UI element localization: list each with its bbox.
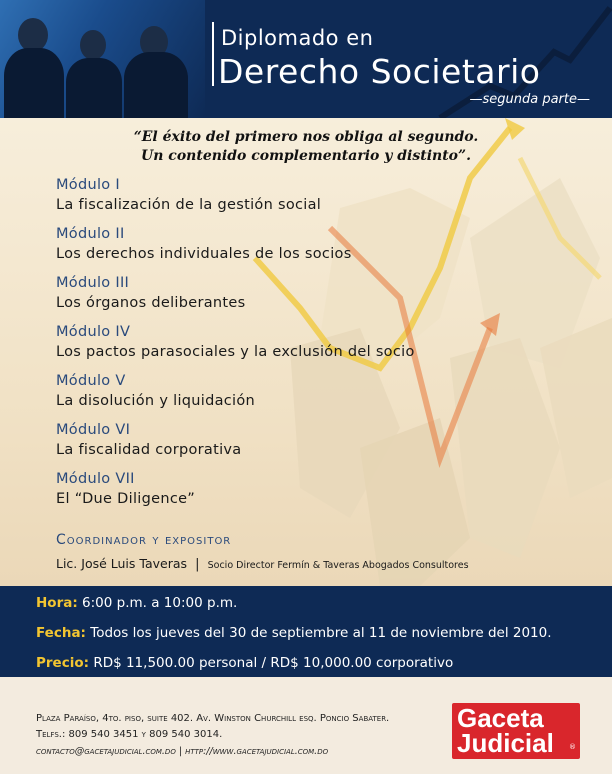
coordinator-separator: | <box>195 557 200 572</box>
module-item <box>56 372 415 421</box>
program-title: Derecho Societario <box>218 52 541 91</box>
header-banner <box>0 0 612 118</box>
module-subtitle: La fiscalidad corporativa <box>56 442 242 458</box>
module-title: Módulo V <box>56 373 126 389</box>
footer-phones: Telfs.: 809 540 3451 y 809 540 3014. <box>36 729 223 740</box>
module-title: Módulo I <box>56 177 120 193</box>
quote-line-1: “El éxito del primero nos obliga al segundo. <box>133 129 479 145</box>
precio-label: Precio: <box>36 655 90 671</box>
hora-label: Hora: <box>36 595 78 611</box>
logo-line-2: Judicial <box>457 728 554 758</box>
schedule-precio <box>36 655 453 671</box>
module-subtitle: El “Due Diligence” <box>56 491 196 507</box>
coordinator-name: Lic. José Luis Taveras <box>56 556 188 571</box>
footer-address: Plaza Paraíso, 4to. piso, suite 402. Av. Winston Churchill esq. Poncio Sabater. <box>36 713 390 724</box>
module-item <box>56 323 415 372</box>
schedule-band <box>0 586 612 677</box>
module-item <box>56 274 415 323</box>
module-title: Módulo VI <box>56 422 131 438</box>
module-title: Módulo VII <box>56 471 135 487</box>
footer-contact[interactable]: contacto@gacetajudicial.com.do | http://www.gacetajudicial.com.do <box>36 746 329 757</box>
module-subtitle: La disolución y liquidación <box>56 393 256 409</box>
module-subtitle: Los pactos parasociales y la exclusión del socio <box>56 344 415 360</box>
intro-quote <box>0 128 612 166</box>
module-list <box>56 176 415 519</box>
logo-line-1: Gaceta <box>457 703 544 733</box>
module-item <box>56 421 415 470</box>
module-title: Módulo II <box>56 226 125 242</box>
coordinator-label: Coordinador y expositor <box>56 532 232 548</box>
business-people-photo <box>0 0 205 118</box>
module-item <box>56 470 415 519</box>
module-subtitle: Los derechos individuales de los socios <box>56 246 352 262</box>
fecha-value: Todos los jueves del 30 de septiembre al 11 de noviembre del 2010. <box>90 625 552 641</box>
schedule-hora <box>36 595 237 611</box>
module-item <box>56 176 415 225</box>
coordinator-role: Socio Director Fermín & Taveras Abogados Consultores <box>207 560 469 571</box>
quote-line-2: Un contenido complementario y distinto”. <box>141 148 471 164</box>
program-label: Diplomado en <box>221 26 374 50</box>
gaceta-judicial-logo <box>452 703 580 759</box>
module-title: Módulo III <box>56 275 130 291</box>
module-subtitle: Los órganos deliberantes <box>56 295 246 311</box>
coordinator-line <box>56 553 469 572</box>
registered-mark: ® <box>569 743 576 751</box>
module-subtitle: La fiscalización de la gestión social <box>56 197 322 213</box>
module-item <box>56 225 415 274</box>
precio-value: RD$ 11,500.00 personal / RD$ 10,000.00 corporativo <box>93 655 454 671</box>
schedule-fecha <box>36 625 552 641</box>
title-divider <box>212 22 214 86</box>
module-title: Módulo IV <box>56 324 131 340</box>
program-part: —segunda parte— <box>469 92 590 107</box>
hora-value: 6:00 p.m. a 10:00 p.m. <box>82 595 238 611</box>
fecha-label: Fecha: <box>36 625 86 641</box>
